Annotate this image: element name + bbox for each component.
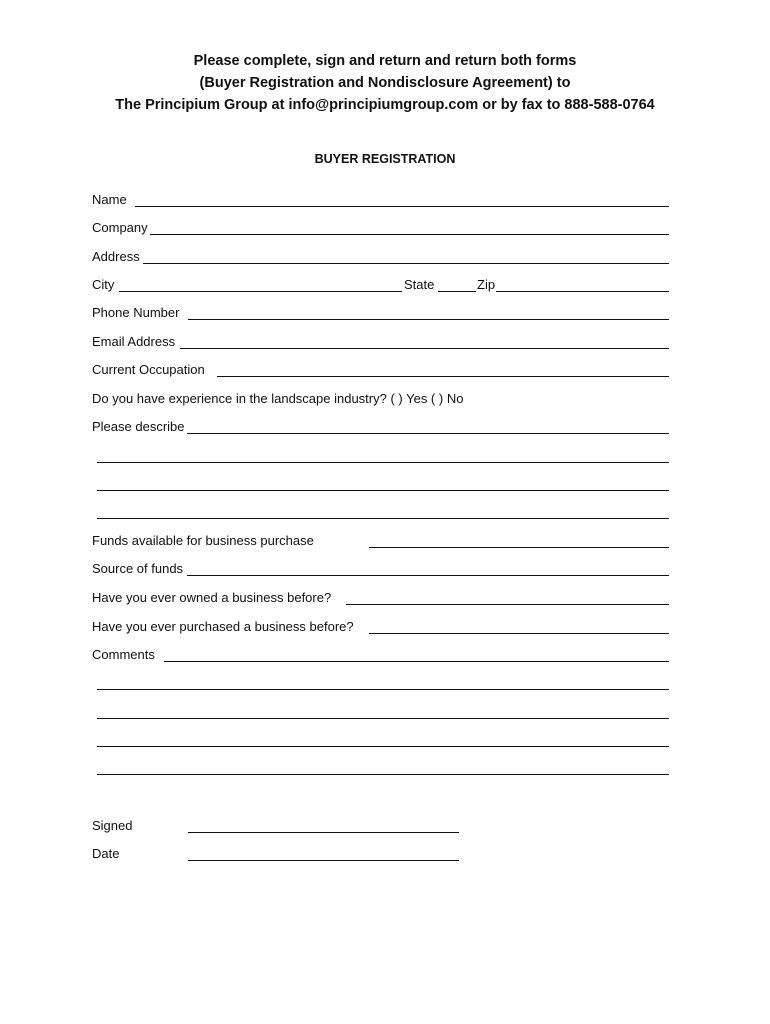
phone-label: Phone Number [92, 305, 180, 320]
comments-line[interactable] [97, 774, 669, 775]
instructions-line-1: Please complete, sign and return and return both forms [193, 53, 577, 69]
date-label: Date [92, 846, 120, 861]
occupation-field[interactable] [217, 376, 669, 377]
signature-field[interactable] [188, 832, 459, 833]
owned-label: Have you ever owned a business before? [92, 590, 332, 605]
email-label: Email Address [92, 334, 176, 349]
company-label: Company [92, 220, 148, 235]
name-label: Name [92, 192, 127, 207]
describe-line[interactable] [97, 518, 669, 519]
funds-field[interactable] [369, 547, 669, 548]
zip-field[interactable] [496, 291, 669, 292]
occupation-label: Current Occupation [92, 362, 205, 377]
source-label: Source of funds [92, 561, 184, 576]
state-label: State [404, 277, 435, 292]
state-field[interactable] [438, 291, 476, 292]
form-title: BUYER REGISTRATION [314, 152, 456, 166]
describe-field[interactable] [187, 433, 669, 434]
date-field[interactable] [188, 860, 459, 861]
address-field[interactable] [143, 263, 669, 264]
experience-question: Do you have experience in the landscape industry? ( ) Yes ( ) No [92, 391, 464, 406]
zip-label: Zip [477, 277, 496, 292]
funds-label: Funds available for business purchase [92, 533, 314, 548]
comments-label: Comments [92, 647, 155, 662]
city-field[interactable] [119, 291, 402, 292]
purchased-label: Have you ever purchased a business before? [92, 619, 354, 634]
comments-line[interactable] [97, 689, 669, 690]
name-field[interactable] [135, 206, 669, 207]
describe-line[interactable] [97, 462, 669, 463]
owned-field[interactable] [346, 604, 669, 605]
instructions-line-3: The Principium Group at info@principiumgroup.com or by fax to 888-588-0764 [115, 97, 655, 113]
comments-field[interactable] [164, 661, 669, 662]
source-field[interactable] [187, 575, 669, 576]
signed-label: Signed [92, 818, 133, 833]
purchased-field[interactable] [369, 633, 669, 634]
describe-line[interactable] [97, 490, 669, 491]
phone-field[interactable] [188, 319, 669, 320]
comments-line[interactable] [97, 718, 669, 719]
address-label: Address [92, 249, 140, 264]
comments-line[interactable] [97, 746, 669, 747]
instructions-line-2: (Buyer Registration and Nondisclosure Agreement) to [199, 75, 571, 91]
email-field[interactable] [180, 348, 669, 349]
city-label: City [92, 277, 115, 292]
describe-label: Please describe [92, 419, 185, 434]
company-field[interactable] [150, 234, 669, 235]
form-instructions [0, 50, 770, 116]
